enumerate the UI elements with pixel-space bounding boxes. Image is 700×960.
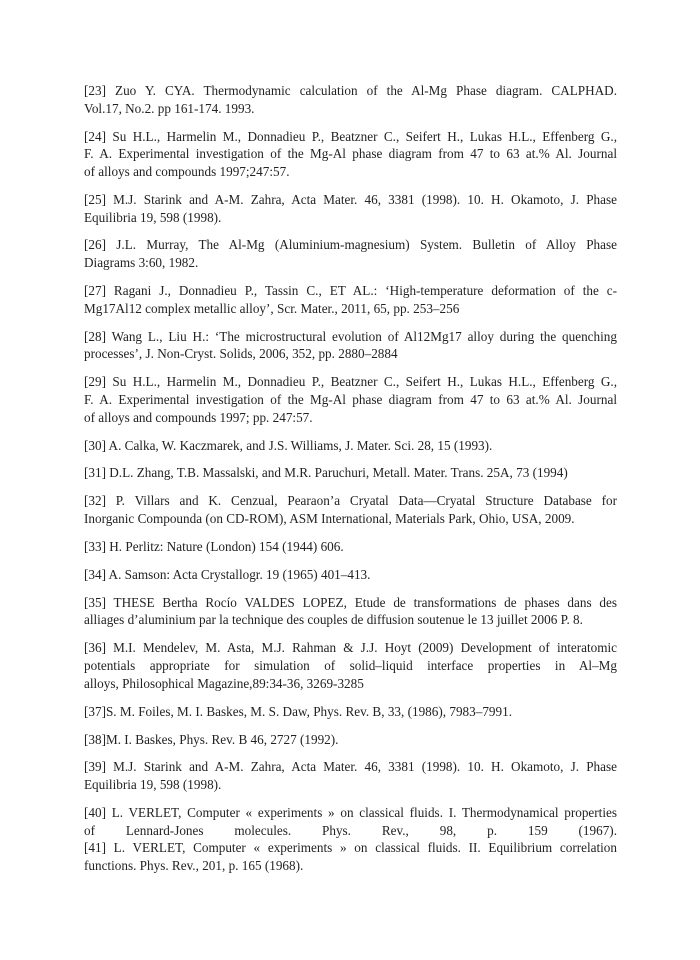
reference-24: [84, 128, 617, 181]
reference-37: [84, 703, 617, 721]
reference-line: [26] J.L. Murray, The Al-Mg (Aluminium-magnesium) System. Bulletin of Alloy Phase: [84, 237, 617, 253]
reference-line: F. A. Experimental investigation of the Mg-Al phase diagram from 47 to 63 at.% Al. Journal: [84, 391, 617, 407]
reference-line: [41] L. VERLET, Computer « experiments » on classical fluids. II. Equilibrium correlation: [84, 840, 617, 856]
reference-30: [84, 437, 617, 455]
reference-33: [84, 538, 617, 556]
reference-25: [84, 191, 617, 226]
reference-line: Mg17Al12 complex metallic alloy’, Scr. Mater., 2011, 65, pp. 253–256: [84, 300, 460, 316]
reference-line: Equilibria 19, 598 (1998).: [84, 209, 222, 225]
reference-line: alloys, Philosophical Magazine,89:34-36, 3269-3285: [84, 675, 364, 691]
reference-27: [84, 282, 617, 317]
reference-line: alliages d’aluminium par la technique des couples de diffusion soutenue le 13 juillet 2006 P. 8.: [84, 612, 583, 628]
reference-line: of alloys and compounds 1997; pp. 247:57.: [84, 409, 313, 425]
reference-line: [23] Zuo Y. CYA. Thermodynamic calculation of the Al-Mg Phase diagram. CALPHAD.: [84, 83, 617, 98]
reference-line: [27] Ragani J., Donnadieu P., Tassin C., ET AL.: ‘High-temperature deformation of the c-: [84, 283, 617, 299]
reference-36: [84, 639, 617, 692]
reference-line: [34] A. Samson: Acta Crystallogr. 19 (1965) 401–413.: [84, 566, 371, 582]
reference-line: [38]M. I. Baskes, Phys. Rev. B 46, 2727 (1992).: [84, 731, 339, 747]
reference-line: potentials appropriate for simulation of solid–liquid interface properties in Al–Mg: [84, 658, 617, 674]
reference-line: [39] M.J. Starink and A-M. Zahra, Acta Mater. 46, 3381 (1998). 10. H. Okamoto, J. Phase: [84, 759, 617, 775]
reference-line: Equilibria 19, 598 (1998).: [84, 777, 222, 793]
reference-38: [84, 731, 617, 749]
reference-line: Vol.17, No.2. pp 161-174. 1993.: [84, 100, 255, 116]
reference-35: [84, 594, 617, 629]
reference-line: [30] A. Calka, W. Kaczmarek, and J.S. Williams, J. Mater. Sci. 28, 15 (1993).: [84, 437, 493, 453]
reference-28: [84, 328, 617, 363]
reference-line: Inorganic Compounda (on CD-ROM), ASM International, Materials Park, Ohio, USA, 2009.: [84, 511, 575, 527]
reference-line: [25] M.J. Starink and A-M. Zahra, Acta Mater. 46, 3381 (1998). 10. H. Okamoto, J. Phase: [84, 191, 617, 207]
reference-31: [84, 464, 617, 482]
reference-34: [84, 566, 617, 584]
reference-line: functions. Phys. Rev., 201, p. 165 (1968).: [84, 858, 304, 874]
reference-line: [24] Su H.L., Harmelin M., Donnadieu P., Beatzner C., Seifert H., Lukas H.L., Effenberg G.,: [84, 128, 617, 144]
reference-29: [84, 373, 617, 426]
reference-26: [84, 236, 617, 271]
reference-line: [32] P. Villars and K. Cenzual, Pearaon’a Cryatal Data—Cryatal Structure Database for: [84, 493, 617, 509]
reference-line: of Lennard-Jones molecules. Phys. Rev., 98, p. 159 (1967).: [84, 822, 617, 838]
reference-23: [84, 82, 617, 117]
reference-line: [35] THESE Bertha Rocío VALDES LOPEZ, Etude de transformations de phases dans des: [84, 594, 617, 610]
reference-39: [84, 758, 617, 793]
reference-line: processes’, J. Non-Cryst. Solids, 2006, 352, pp. 2880–2884: [84, 346, 398, 362]
reference-line: of alloys and compounds 1997;247:57.: [84, 164, 290, 179]
reference-line: [37]S. M. Foiles, M. I. Baskes, M. S. Daw, Phys. Rev. B, 33, (1986), 7983–7991.: [84, 703, 512, 719]
reference-line: [31] D.L. Zhang, T.B. Massalski, and M.R. Paruchuri, Metall. Mater. Trans. 25A, 73 (1994): [84, 465, 568, 481]
reference-line: F. A. Experimental investigation of the Mg-Al phase diagram from 47 to 63 at.% Al. Journal: [84, 146, 617, 162]
reference-40-41: [84, 804, 617, 875]
reference-line: [28] Wang L., Liu H.: ‘The microstructural evolution of Al12Mg17 alloy during the quenching: [84, 328, 617, 344]
reference-line: [40] L. VERLET, Computer « experiments » on classical fluids. I. Thermodynamical properties: [84, 804, 617, 820]
reference-line: [29] Su H.L., Harmelin M., Donnadieu P., Beatzner C., Seifert H., Lukas H.L., Effenberg G.,: [84, 374, 617, 390]
reference-line: [36] M.I. Mendelev, M. Asta, M.J. Rahman & J.J. Hoyt (2009) Development of interatomic: [84, 640, 617, 656]
reference-line: Diagrams 3:60, 1982.: [84, 255, 199, 271]
reference-line: [33] H. Perlitz: Nature (London) 154 (1944) 606.: [84, 538, 344, 554]
reference-32: [84, 492, 617, 527]
references-list: [84, 82, 617, 875]
